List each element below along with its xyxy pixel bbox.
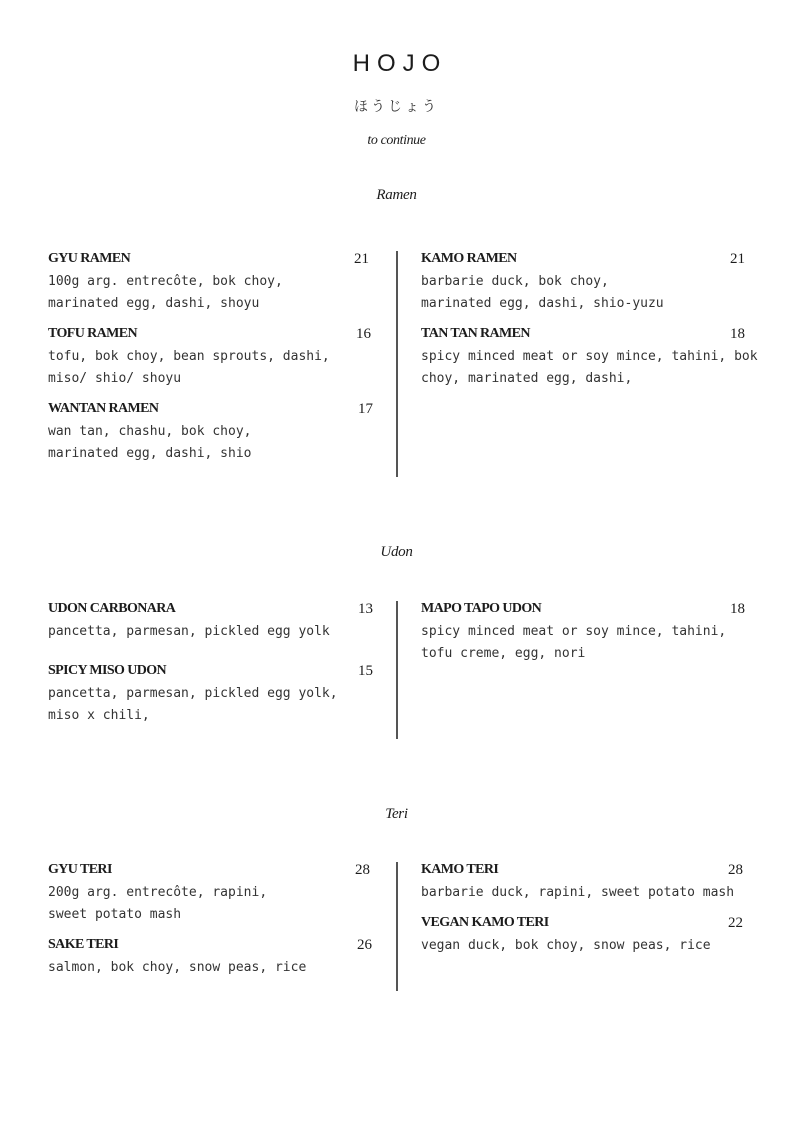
menu-item-price: 13: [358, 601, 373, 617]
menu-item-description: salmon, bok choy, snow peas, rice: [48, 960, 307, 975]
menu-item-price: 15: [358, 663, 373, 679]
menu-item-price: 21: [730, 251, 745, 267]
section-title-ramen: Ramen: [376, 187, 417, 203]
menu-item-name: SPICY MISO UDON: [48, 663, 167, 678]
section-title-udon: Udon: [380, 544, 413, 560]
menu-item-price: 28: [355, 862, 370, 878]
menu-item-price: 16: [356, 326, 371, 342]
menu-item-description: pancetta, parmesan, pickled egg yolk: [48, 624, 330, 639]
menu-item-name: TOFU RAMEN: [48, 326, 138, 341]
menu-item-price: 21: [354, 251, 369, 267]
menu-item-name: GYU TERI: [48, 862, 112, 877]
menu-item-name: KAMO TERI: [421, 862, 499, 877]
menu-item-description: pancetta, parmesan, pickled egg yolk, miso x chili,: [48, 686, 338, 723]
menu-item-description: vegan duck, bok choy, snow peas, rice: [421, 938, 711, 953]
menu-item-name: SAKE TERI: [48, 937, 119, 952]
menu-item-name: KAMO RAMEN: [421, 251, 517, 266]
menu-item-description: 100g arg. entrecôte, bok choy, marinated egg, dashi, shoyu: [48, 274, 283, 311]
menu-item-description: spicy minced meat or soy mince, tahini, tofu creme, egg, nori: [421, 624, 727, 661]
menu-item-description: barbarie duck, rapini, sweet potato mash: [421, 885, 735, 900]
menu-item-name: GYU RAMEN: [48, 251, 131, 266]
column-divider: [396, 601, 398, 739]
menu-item-name: VEGAN KAMO TERI: [421, 915, 549, 930]
section-title-teri: Teri: [385, 806, 408, 822]
menu-item-price: 26: [357, 937, 372, 953]
menu-item-name: TAN TAN RAMEN: [421, 326, 530, 341]
brand-japanese: ほうじょう: [354, 99, 439, 115]
menu-item-description: wan tan, chashu, bok choy, marinated egg, dashi, shio: [48, 424, 252, 461]
menu-item-price: 17: [358, 401, 373, 417]
menu-item-price: 18: [730, 601, 745, 617]
menu-item-price: 28: [728, 862, 743, 878]
menu-item-description: tofu, bok choy, bean sprouts, dashi, miso/ shio/ shoyu: [48, 349, 330, 386]
menu-item-name: WANTAN RAMEN: [48, 401, 159, 416]
menu-item-price: 18: [730, 326, 745, 342]
menu-item-description: barbarie duck, bok choy, marinated egg, dashi, shio-yuzu: [421, 274, 664, 311]
column-divider: [396, 862, 398, 991]
menu-item-description: 200g arg. entrecôte, rapini, sweet potato mash: [48, 885, 268, 922]
menu-item-description: spicy minced meat or soy mince, tahini, bok choy, marinated egg, dashi,: [421, 349, 758, 386]
column-divider: [396, 251, 398, 477]
menu-item-name: MAPO TAPO UDON: [421, 601, 542, 616]
brand-title: HOJO: [352, 50, 448, 77]
menu-item-name: UDON CARBONARA: [48, 601, 176, 616]
tagline: to continue: [367, 133, 426, 148]
menu-item-price: 22: [728, 915, 743, 931]
